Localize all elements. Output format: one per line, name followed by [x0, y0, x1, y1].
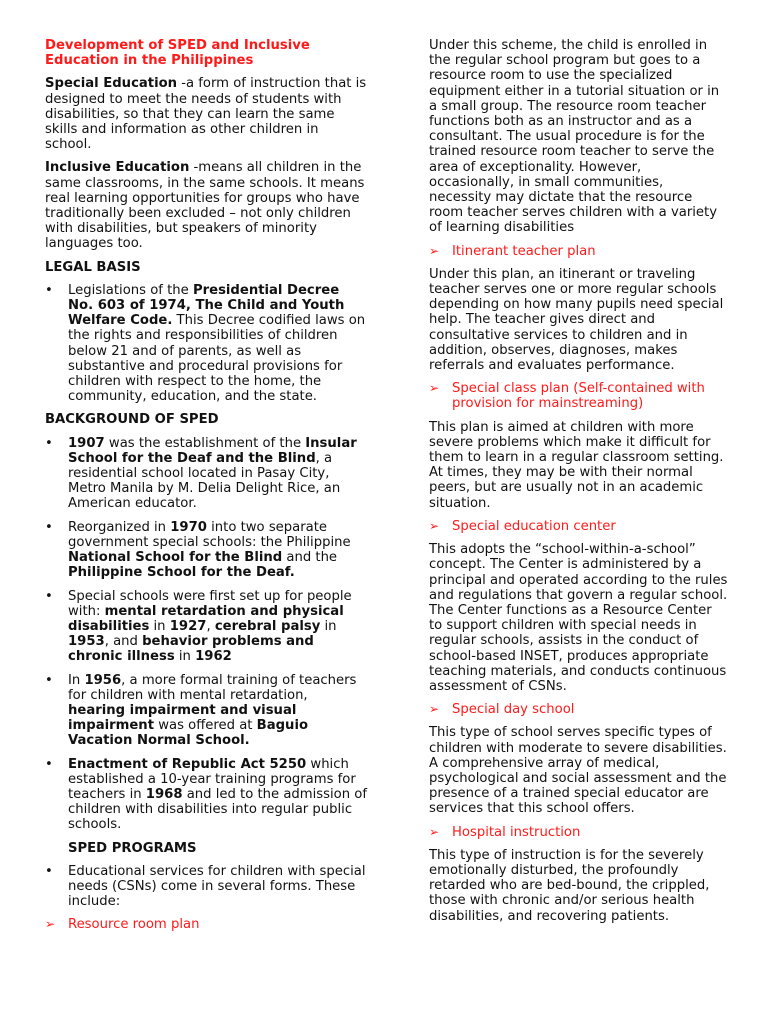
resource-room-heading: ➢ Resource room plan [45, 917, 200, 933]
hospital-heading: ➢ Hospital instruction [429, 824, 581, 840]
arrow-icon: ➢ [429, 702, 440, 717]
legal-basis-heading: LEGAL BASIS [45, 259, 141, 275]
background-item-1907: • 1907 was the establishment of the Insular School for the Deaf and the Blind, a residential school located in Pasay City, Metro Manila by M. Delia Delight Rice, an American educator. [45, 436, 367, 512]
sped-programs-list [45, 864, 367, 910]
arrow-icon: ➢ [429, 243, 440, 258]
arrow-icon: ➢ [45, 917, 56, 932]
ie-term: Inclusive Education [45, 160, 190, 176]
center-description: This adopts the “school-within-a-school” concept. The Center is administered by a principal and operated according to the rules and regulations that govern a regular school. The Center functions as a Resource Center to support children with special needs in regular schools, assists in the conduct of school-based INSET, produces appropriate teaching materials, and conducts continuous assessment of CSNs. [429, 542, 728, 694]
special-class-heading: ➢ Special class plan (Self-contained with provision for mainstreaming) [429, 381, 705, 412]
right-column [429, 38, 729, 932]
special-class-description: This plan is aimed at children with more severe problems which make it difficult for them to learn in a regular classroom setting. At times, they may be with their normal peers, but are usually not in an academic situation. [429, 419, 724, 511]
sped-programs-heading: SPED PROGRAMS [68, 840, 197, 856]
center-heading: ➢ Special education center [429, 518, 616, 534]
arrow-icon: ➢ [429, 381, 440, 396]
ie-definition: Inclusive Education -means all children in the same classrooms, in the same schools. It means real learning opportunities for groups who have traditionally been excluded – not only children with disabilities, but speakers of minority languages too. [45, 160, 365, 252]
itinerant-heading: ➢ Itinerant teacher plan [429, 243, 596, 259]
background-item-1970: • Reorganized in 1970 into two separate government special schools: the Philippine National School for the Blind and the Philippine School for the Deaf. [45, 520, 367, 581]
background-heading: BACKGROUND OF SPED [45, 412, 219, 428]
background-item-1956: • In 1956, a more formal training of teachers for children with mental retardation, hearing impairment and visual impairment was offered at Baguio Vacation Normal School. [45, 673, 367, 749]
background-item-ra5250: • Enactment of Republic Act 5250 which established a 10-year training programs for teachers in 1968 and led to the admission of children with disabilities into regular public schools. [45, 757, 367, 833]
day-school-description: This type of school serves specific types of children with moderate to severe disabilities. A comprehensive array of medical, psychological and social assessment and the presence of a trained special educator are services that this school offers. [429, 725, 727, 817]
left-column [45, 38, 367, 941]
arrow-icon: ➢ [429, 518, 440, 533]
day-school-heading: ➢ Special day school [429, 702, 575, 718]
legal-basis-list [45, 283, 367, 405]
itinerant-description: Under this plan, an itinerant or traveling teacher serves one or more regular schools depending on how many pupils need special help. The teacher gives direct and consultative services to children and in addition, observes, diagnoses, makes referrals and evaluates performance. [429, 266, 724, 374]
document-title: Development of SPED and Inclusive Education in the Philippines [45, 38, 310, 69]
sped-programs-intro: • Educational services for children with special needs (CSNs) come in several forms. These include: [45, 864, 367, 910]
hospital-description: This type of instruction is for the severely emotionally disturbed, the profoundly retarded who are bed-bound, the crippled, those with chronic and/or serious health disabilities, and recovering patients. [429, 847, 710, 924]
background-list [45, 436, 367, 833]
resource-room-description: Under this scheme, the child is enrolled in the regular school program but goes to a resource room to use the specialized equipment either in a tutorial situation or in a small group. The resource room teacher functions both as an instructor and as a consultant. The usual procedure is for the trained resource room teacher to serve the area of exceptionality. However, occasionally, in small communities, necessity may dictate that the resource room teacher serves children with a variety of learning disabilities [429, 38, 720, 236]
legal-item: • Legislations of the Presidential Decree No. 603 of 1974, The Child and Youth Welfare Code. This Decree codified laws on the rights and responsibilities of children below 21 and of parents, as well as substantive and procedural provisions for children with respect to the home, the community, education, and the state. [45, 283, 367, 405]
background-item-special-schools: • Special schools were first set up for people with: mental retardation and physical disabilities in 1927, cerebral palsy in 1953, and behavior problems and chronic illness in 1962 [45, 589, 367, 665]
arrow-icon: ➢ [429, 824, 440, 839]
sped-term: Special Education [45, 76, 178, 92]
sped-definition: Special Education -a form of instruction that is designed to meet the needs of students with disabilities, so that they can learn the same skills and information as other children in school. [45, 76, 367, 153]
